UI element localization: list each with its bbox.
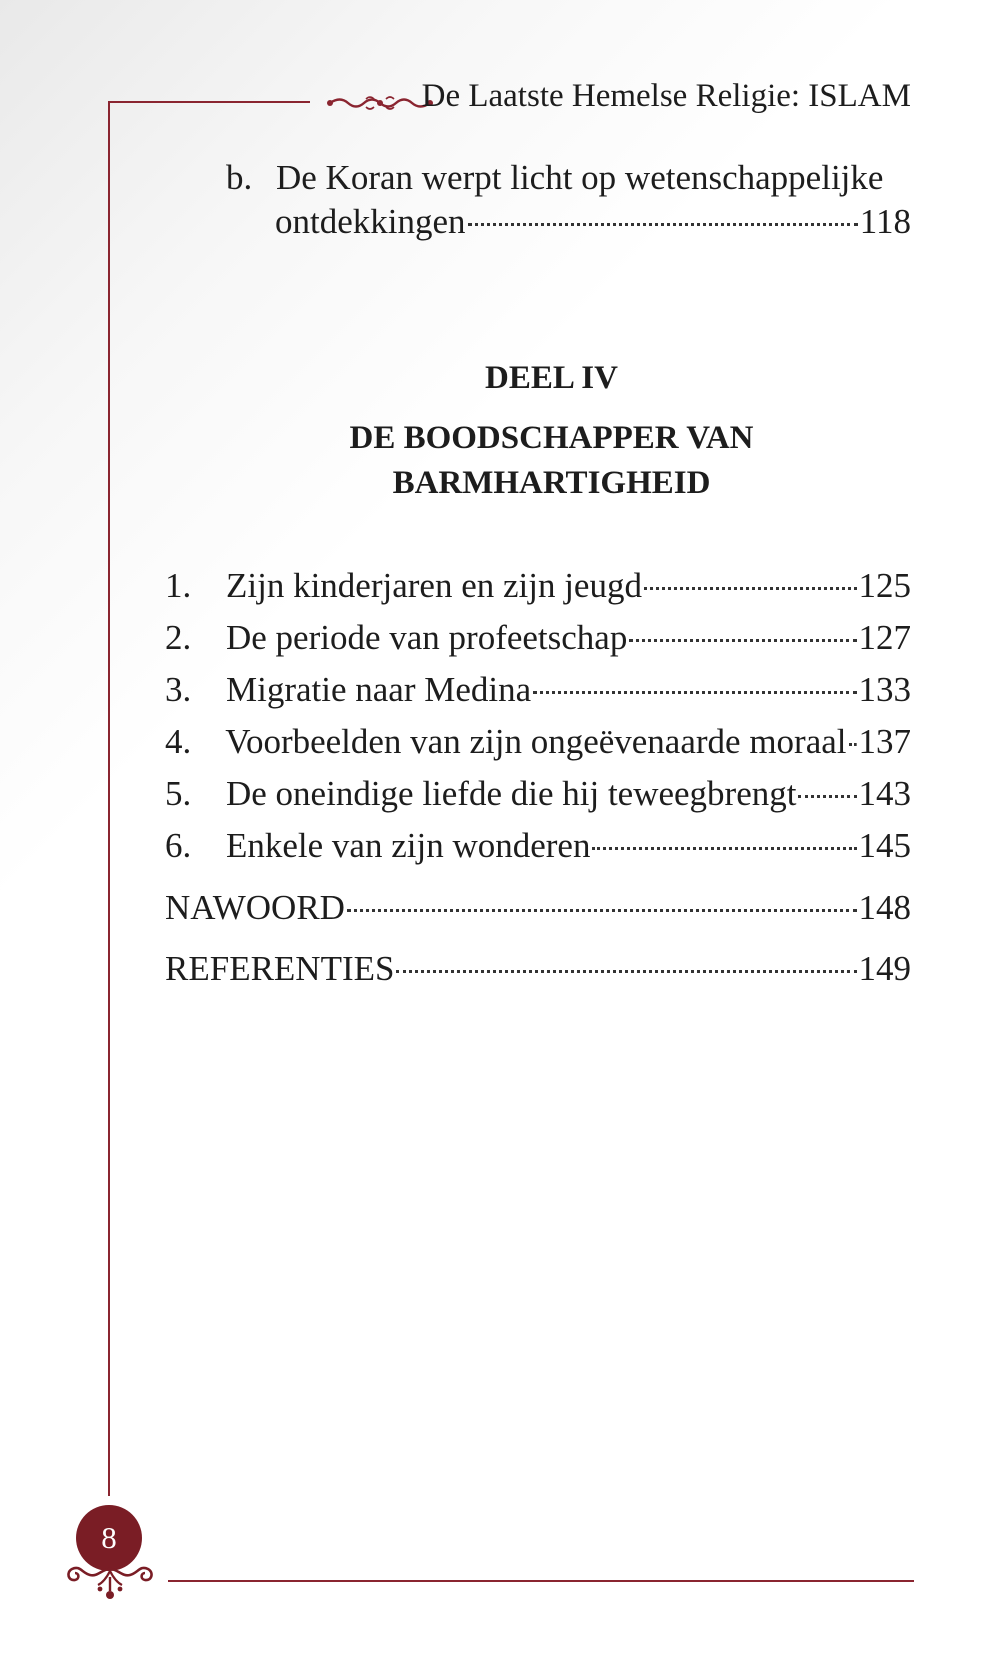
- frame-top-line: [110, 101, 310, 103]
- toc-entry-title: Voorbeelden van zijn ongeëvenaarde moraal: [225, 722, 847, 761]
- toc-entry-number: 3.: [165, 670, 192, 709]
- toc-entry-page: 118: [859, 202, 911, 241]
- dot-leader: [644, 587, 857, 590]
- toc-entry-title: Zijn kinderjaren en zijn jeugd: [226, 566, 642, 605]
- dot-leader: [396, 970, 856, 973]
- dot-leader: [849, 743, 857, 746]
- header-ornament-icon: [326, 91, 434, 115]
- toc-entry-title: De Koran werpt licht op wetenschappelijke: [276, 158, 884, 197]
- toc-entry: [165, 826, 911, 866]
- dot-leader: [468, 223, 858, 226]
- frame-bottom-line: [168, 1580, 914, 1582]
- dot-leader: [798, 795, 856, 798]
- toc-entry: [165, 722, 911, 762]
- toc-entry-title-continued: ontdekkingen: [275, 202, 466, 241]
- toc-entry-title: REFERENTIES: [165, 949, 395, 988]
- toc-entry-page: 127: [858, 618, 911, 657]
- toc-entry-b-line1: [226, 158, 883, 198]
- toc-entry-number: 5.: [165, 774, 192, 813]
- toc-entry-number: 6.: [165, 826, 192, 865]
- toc-entry-number: b.: [226, 158, 253, 197]
- toc-entry-number: 4.: [165, 722, 192, 761]
- frame-left-line: [108, 101, 110, 1496]
- part-title-line1: DE BOODSCHAPPER VAN: [349, 420, 754, 456]
- dot-leader: [629, 639, 856, 642]
- toc-entry-page: 133: [858, 670, 911, 709]
- dot-leader: [347, 909, 857, 912]
- toc-entry: [165, 774, 911, 814]
- toc-entry-number: 2.: [165, 618, 192, 657]
- page-number-badge: 8: [76, 1505, 142, 1571]
- toc-entry-title: NAWOORD: [165, 888, 345, 927]
- toc-entry-number: 1.: [165, 566, 192, 605]
- toc-entry: [165, 618, 911, 658]
- toc-entry-title: Migratie naar Medina: [226, 670, 532, 709]
- toc-entry: [165, 566, 911, 606]
- toc-entry-b-line2: [275, 202, 911, 242]
- part-title-line2: BARMHARTIGHEID: [392, 465, 711, 501]
- toc-entry: [165, 670, 911, 710]
- part-label: DEEL IV: [485, 360, 618, 396]
- toc-entry-nawoord: [165, 888, 911, 928]
- toc-entry-title: De periode van profeetschap: [226, 618, 628, 657]
- toc-entry-page: 143: [858, 774, 911, 813]
- header-book-title: De Laatste Hemelse Religie: ISLAM: [421, 78, 911, 114]
- footer-ornament-icon: [62, 1561, 158, 1605]
- toc-entry-title: De oneindige liefde die hij teweegbrengt: [226, 774, 797, 813]
- toc-entry-page: 137: [858, 722, 911, 761]
- toc-entry-page: 148: [858, 888, 911, 927]
- dot-leader: [592, 847, 856, 850]
- toc-entry-title: Enkele van zijn wonderen: [226, 826, 591, 865]
- dot-leader: [533, 691, 856, 694]
- toc-entry-page: 125: [858, 566, 911, 605]
- toc-entry-page: 145: [858, 826, 911, 865]
- toc-entry-referenties: [165, 949, 911, 989]
- toc-entry-page: 149: [858, 949, 911, 988]
